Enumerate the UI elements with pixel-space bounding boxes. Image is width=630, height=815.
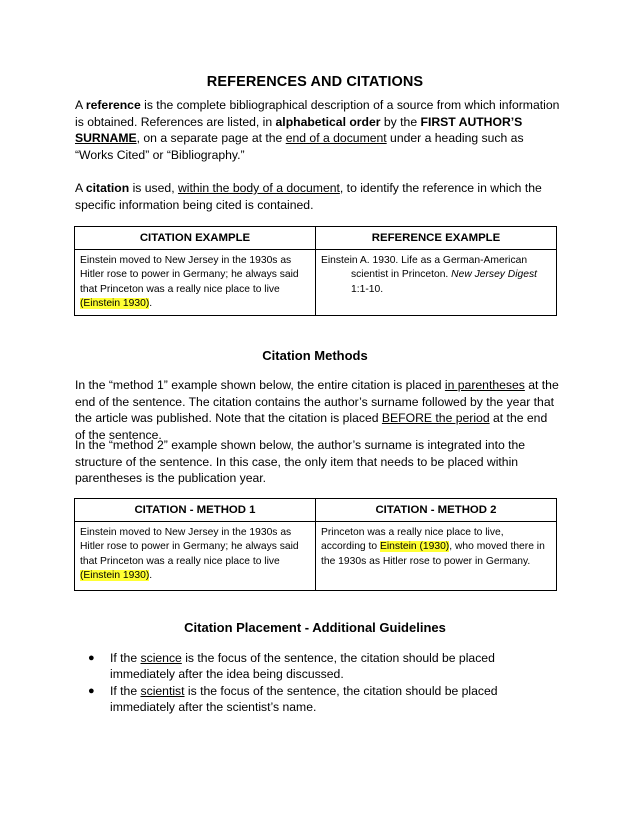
cell-text: Einstein A. 1930. Life as a German-American scientist in Princeton. (321, 255, 528, 281)
citation-example-header: CITATION EXAMPLE (75, 227, 316, 250)
citation-reference-example-table (74, 226, 557, 316)
bullet-icon: ● (88, 684, 95, 697)
highlighted-citation: Einstein (1930) (379, 541, 450, 553)
hanging-indent-reference (321, 254, 551, 297)
method-one-header: CITATION - METHOD 1 (75, 499, 316, 522)
cell-text: Einstein moved to New Jersey in the 1930s as Hitler rose to power in Germany; he always said that Princeton was a really nice place to live (80, 255, 299, 295)
text-run: is used, (129, 181, 178, 195)
reference-example-cell (316, 250, 557, 316)
citation-placement-heading: Citation Placement - Additional Guidelines (184, 620, 446, 635)
reference-term: reference (85, 98, 141, 112)
method-one-cell (75, 522, 316, 591)
text-run: is the focus of the sentence, the citation should be placed immediately after the scientist’s name. (110, 683, 498, 715)
method-two-cell (316, 522, 557, 591)
alphabetical-order-emphasis: alphabetical order (275, 114, 381, 129)
page-title: REFERENCES AND CITATIONS (206, 74, 424, 90)
cell-text: Einstein moved to New Jersey in the 1930s as Hitler rose to power in Germany; he always said that Princeton was a really nice place to live (80, 527, 299, 567)
text-run: , to identify the reference in which the specific information being cited is contained. (75, 181, 542, 212)
citation-definition-paragraph (75, 180, 560, 213)
in-parentheses-underline: in parentheses (444, 378, 525, 392)
first-author-emphasis: FIRST AUTHOR’S (420, 114, 523, 129)
text-run: is the focus of the sentence, the citation should be placed immediately after the idea being discussed. (110, 651, 495, 682)
citation-methods-table (74, 498, 557, 591)
surname-emphasis: SURNAME (75, 131, 137, 146)
text-run: by the (380, 114, 421, 129)
method-one-paragraph (75, 377, 560, 443)
list-item (88, 683, 548, 716)
cell-text: , who moved there in the 1930s as Hitler rose to power in Germany. (321, 541, 545, 567)
table-header-row (75, 227, 557, 250)
text-run: under a heading such as “Works Cited” or “Bibliography.” (75, 131, 524, 162)
text-run: A (75, 98, 86, 112)
bullet-icon: ● (88, 652, 95, 664)
text-run: is the complete bibliographical description of a source from which information is obtained. References are listed, in (75, 98, 560, 129)
scientist-underline: scientist (140, 683, 185, 698)
citation-methods-heading: Citation Methods (262, 348, 368, 363)
text-run: A (75, 181, 86, 195)
cell-text: . (149, 297, 153, 309)
citation-example-cell (75, 250, 316, 316)
table-row (75, 522, 557, 591)
text-run: In the “method 1” example shown below, the entire citation is placed (75, 378, 445, 392)
journal-title: New Jersey Digest (451, 269, 537, 281)
table-header-row (75, 499, 557, 522)
cell-text: 1:1-10. (351, 283, 384, 295)
text-run: , on a separate page at the (136, 131, 286, 146)
placement-guidelines-list (88, 650, 548, 716)
text-run: at the end of the sentence. (75, 411, 548, 442)
citation-term: citation (85, 181, 130, 195)
before-period-underline: BEFORE the period (381, 411, 490, 426)
within-body-underline: within the body of a document (177, 181, 340, 195)
reference-example-header: REFERENCE EXAMPLE (316, 227, 557, 250)
highlighted-citation: (Einstein 1930) (80, 569, 150, 581)
table-row (75, 250, 557, 316)
highlighted-citation: (Einstein 1930) (80, 297, 150, 309)
method-two-paragraph: In the “method 2” example shown below, the author’s surname is integrated into the structure of the sentence. In this case, the only item that needs to be placed within parentheses is the publication year. (75, 438, 526, 486)
text-run: If the (110, 683, 141, 698)
end-of-document-underline: end of a document (285, 131, 387, 146)
cell-text: . (149, 569, 153, 581)
method-two-header: CITATION - METHOD 2 (316, 499, 557, 522)
cell-text: Princeton was a really nice place to live, according to (321, 527, 504, 553)
list-item (88, 650, 548, 683)
science-underline: science (140, 651, 182, 665)
reference-definition-paragraph (75, 97, 560, 163)
text-run: If the (110, 651, 141, 665)
text-run: at the end of the sentence. The citation contains the author’s surname followed by the year that the article was published. Note that the citation is placed (75, 378, 559, 426)
